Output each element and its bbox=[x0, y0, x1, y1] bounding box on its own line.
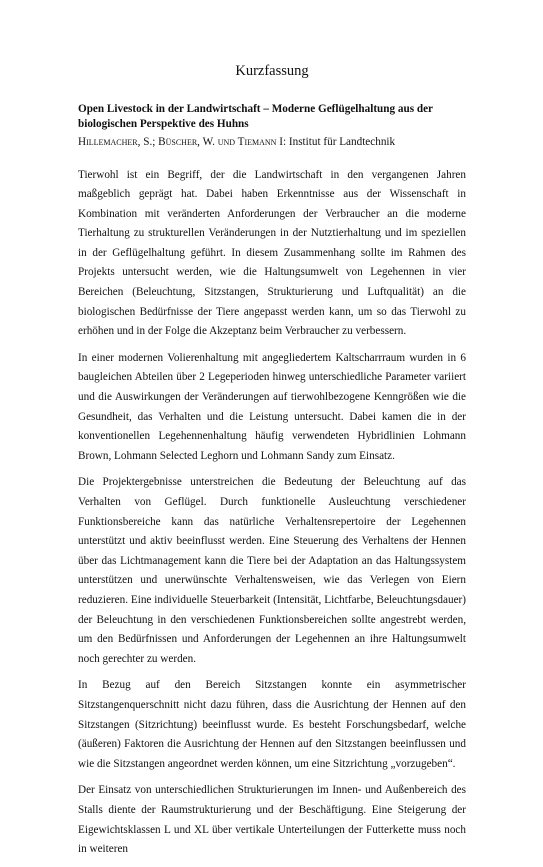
paragraph-2: In einer modernen Volierenhaltung mit angegliedertem Kaltscharrraum wurden in 6 baugleichen Abteilen über 2 Legeperioden hinweg unterschiedliche Parameter variiert und die Auswirkungen der Veränderungen auf tierwohlbezogene Kenngrößen wie die Gesundheit, das Verhalten und die Leistung untersucht. Dabei kamen die in der konventionellen Legehennenhaltung häufig verwendeten Hybridlinien Lohmann Brown, Lohmann Selected Leghorn und Lohmann Sandy zum Einsatz. bbox=[78, 351, 466, 462]
article-title: Open Livestock in der Landwirtschaft – Moderne Geflügelhaltung aus der biologischen Perspektive des Huhns bbox=[78, 103, 433, 130]
author-names: Hillemacher, S.; Büscher, W. und Tiemann I: bbox=[78, 136, 287, 148]
section-heading: Kurzfassung bbox=[235, 63, 309, 79]
paragraph-5: Der Einsatz von unterschiedlichen Strukturierungen im Innen- und Außenbereich des Stalls diente der Raumstrukturierung und der Beschäftigung. Eine Steigerung der Eigewichtsklassen L und XL über vertikale Unterteilungen der Futterkette muss noch in weiteren bbox=[78, 784, 466, 856]
paragraph-1: Tierwohl ist ein Begriff, der die Landwirtschaft in den vergangenen Jahren maßgeblich geprägt hat. Dabei haben Erkenntnisse aus der Wissenschaft in Kombination mit veränderten Anforderungen der Verbraucher an die moderne Tierhaltung zu strukturellen Veränderungen in der Nutztierhaltung und im speziellen in der Geflügelhaltung geführt. In diesem Zusammenhang sollte im Rahmen des Projekts untersucht werden, wie die Haltungsumwelt von Legehennen in vier Bereichen (Beleuchtung, Sitzstangen, Strukturierung und Luftqualität) an die biologischen Bedürfnisse der Tiere angepasst werden kann, um so das Tierwohl zu erhöhen und in der Folge die Akzeptanz beim Verbraucher zu verbessern. bbox=[78, 168, 466, 338]
paragraph-4: In Bezug auf den Bereich Sitzstangen konnte ein asymmetrischer Sitzstangenquerschnitt nicht dazu führen, dass die Ausrichtung der Hennen auf den Sitzstangen (Sitzrichtung) beeinflusst wurde. Es besteht Forschungsbedarf, welche (äußeren) Faktoren die Ausrichtung der Hennen auf den Sitzstangen beeinflussen und wie die Sitzstangen angeordnet werden können, um eine Sitzrichtung „vorzugeben“. bbox=[78, 679, 466, 770]
paragraph-3: Die Projektergebnisse unterstreichen die Bedeutung der Beleuchtung auf das Verhalten von Geflügel. Durch funktionelle Ausleuchtung verschiedener Funktionsbereiche kann das natürliche Verhaltensrepertoire der Legehennen unterstützt und aktiv beeinflusst werden. Eine Steuerung des Verhaltens der Hennen über das Lichtmanagement kann die Tiere bei der Adaptation an das Haltungssystem unterstützen und unerwünschte Verhaltensweisen, wie das Verlegen von Eiern reduzieren. Eine individuelle Steuerbarkeit (Intensität, Lichtfarbe, Beleuchtungsdauer) der Beleuchtung in den verschiedenen Funktionsbereichen sollte angestrebt werden, um den Bedürfnissen und Anforderungen der Legehennen an ihre Haltungsumwelt noch gerechter zu werden. bbox=[78, 476, 466, 665]
author-institute: Institut für Landtechnik bbox=[288, 136, 396, 148]
document-page bbox=[78, 62, 466, 867]
author-line bbox=[78, 135, 466, 150]
